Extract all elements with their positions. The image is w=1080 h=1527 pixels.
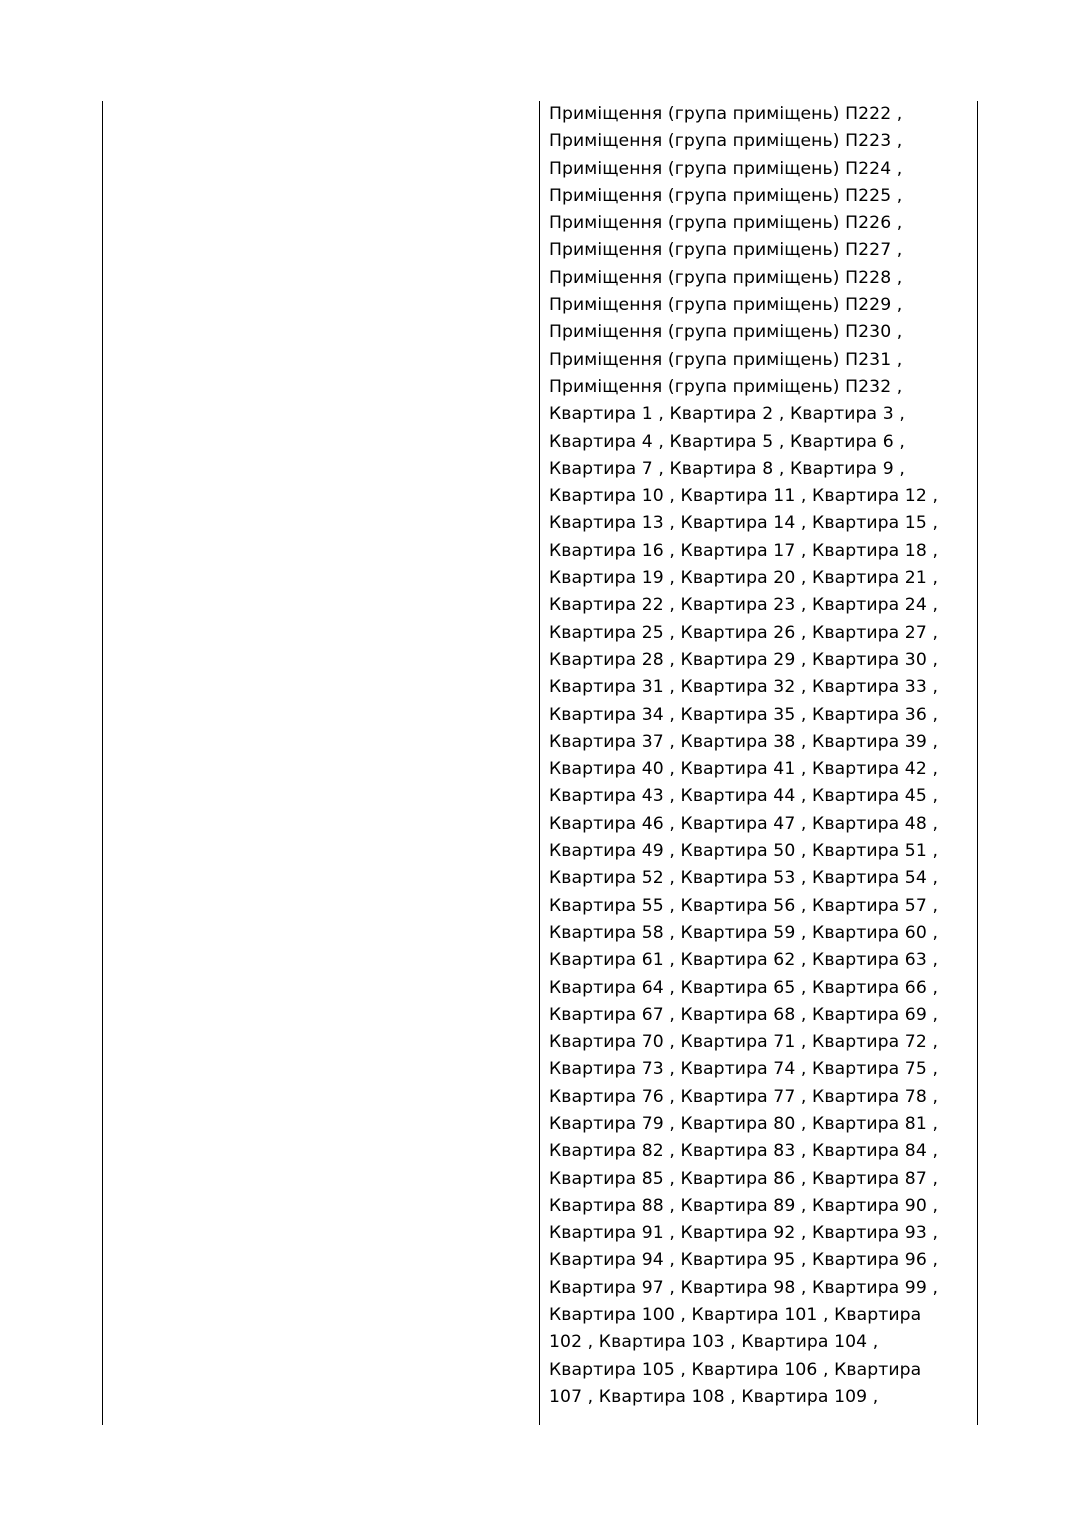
premises-list-line: Квартира 52 , Квартира 53 , Квартира 54 , <box>549 868 939 889</box>
premises-list-line: Квартира 105 , Квартира 106 , Квартира <box>549 1359 922 1380</box>
premises-list-line: Квартира 7 , Квартира 8 , Квартира 9 , <box>549 458 905 479</box>
premises-list-line: Квартира 22 , Квартира 23 , Квартира 24 , <box>549 595 939 616</box>
premises-list-line: Квартира 67 , Квартира 68 , Квартира 69 , <box>549 1004 939 1025</box>
premises-list-line: Приміщення (група приміщень) П231 , <box>549 349 903 370</box>
premises-list-line: Приміщення (група приміщень) П230 , <box>549 322 903 343</box>
premises-list-line: Квартира 19 , Квартира 20 , Квартира 21 , <box>549 568 939 589</box>
premises-list-line: Квартира 4 , Квартира 5 , Квартира 6 , <box>549 431 905 452</box>
premises-list-line: Квартира 13 , Квартира 14 , Квартира 15 , <box>549 513 939 534</box>
premises-list-line: Приміщення (група приміщень) П226 , <box>549 213 903 234</box>
table-cell-premises-list <box>549 101 969 1411</box>
premises-list-line: Квартира 61 , Квартира 62 , Квартира 63 , <box>549 950 939 971</box>
premises-list-line: Квартира 55 , Квартира 56 , Квартира 57 , <box>549 895 939 916</box>
premises-list-line: Приміщення (група приміщень) П222 , <box>549 104 903 124</box>
premises-list-line: Квартира 64 , Квартира 65 , Квартира 66 , <box>549 977 939 998</box>
premises-list-line: Квартира 28 , Квартира 29 , Квартира 30 , <box>549 649 939 670</box>
premises-list-line: Приміщення (група приміщень) П227 , <box>549 240 903 261</box>
table-border-right <box>977 101 978 1425</box>
premises-list-line: Квартира 40 , Квартира 41 , Квартира 42 , <box>549 759 939 780</box>
premises-list-line: Квартира 73 , Квартира 74 , Квартира 75 , <box>549 1059 939 1080</box>
premises-list-line: Квартира 94 , Квартира 95 , Квартира 96 , <box>549 1250 939 1271</box>
premises-list-line: Приміщення (група приміщень) П228 , <box>549 267 903 288</box>
premises-list-line: Приміщення (група приміщень) П224 , <box>549 158 903 179</box>
premises-list-line: Квартира 10 , Квартира 11 , Квартира 12 , <box>549 486 939 507</box>
premises-list-line: Квартира 85 , Квартира 86 , Квартира 87 , <box>549 1168 939 1189</box>
premises-list-line: Квартира 49 , Квартира 50 , Квартира 51 , <box>549 841 939 862</box>
premises-list-line: Квартира 100 , Квартира 101 , Квартира <box>549 1305 922 1326</box>
premises-list-line: 107 , Квартира 108 , Квартира 109 , <box>549 1386 879 1407</box>
premises-list-line: Приміщення (група приміщень) П229 , <box>549 295 903 316</box>
premises-list-line: Квартира 31 , Квартира 32 , Квартира 33 , <box>549 677 939 698</box>
premises-list-line: Квартира 97 , Квартира 98 , Квартира 99 , <box>549 1277 939 1298</box>
premises-list-line: Приміщення (група приміщень) П225 , <box>549 185 903 206</box>
premises-list-line: Квартира 58 , Квартира 59 , Квартира 60 , <box>549 922 939 943</box>
premises-list-line: Квартира 46 , Квартира 47 , Квартира 48 , <box>549 813 939 834</box>
premises-list-line: 102 , Квартира 103 , Квартира 104 , <box>549 1332 879 1353</box>
premises-list-line: Квартира 37 , Квартира 38 , Квартира 39 , <box>549 731 939 752</box>
premises-list-line: Квартира 1 , Квартира 2 , Квартира 3 , <box>549 404 905 425</box>
premises-list-line: Квартира 70 , Квартира 71 , Квартира 72 , <box>549 1032 939 1053</box>
table-border-left <box>102 101 103 1425</box>
table-border-middle <box>539 101 540 1425</box>
premises-list-line: Квартира 76 , Квартира 77 , Квартира 78 , <box>549 1086 939 1107</box>
premises-list-line: Квартира 88 , Квартира 89 , Квартира 90 , <box>549 1195 939 1216</box>
premises-list-line: Квартира 34 , Квартира 35 , Квартира 36 , <box>549 704 939 725</box>
premises-list-line: Квартира 16 , Квартира 17 , Квартира 18 , <box>549 540 939 561</box>
premises-list-line: Квартира 82 , Квартира 83 , Квартира 84 , <box>549 1141 939 1162</box>
premises-list-line: Приміщення (група приміщень) П223 , <box>549 131 903 152</box>
premises-list-line: Квартира 79 , Квартира 80 , Квартира 81 , <box>549 1113 939 1134</box>
premises-list-line: Квартира 91 , Квартира 92 , Квартира 93 , <box>549 1223 939 1244</box>
premises-list-line: Приміщення (група приміщень) П232 , <box>549 376 903 397</box>
premises-list-line: Квартира 43 , Квартира 44 , Квартира 45 , <box>549 786 939 807</box>
premises-list-line: Квартира 25 , Квартира 26 , Квартира 27 , <box>549 622 939 643</box>
